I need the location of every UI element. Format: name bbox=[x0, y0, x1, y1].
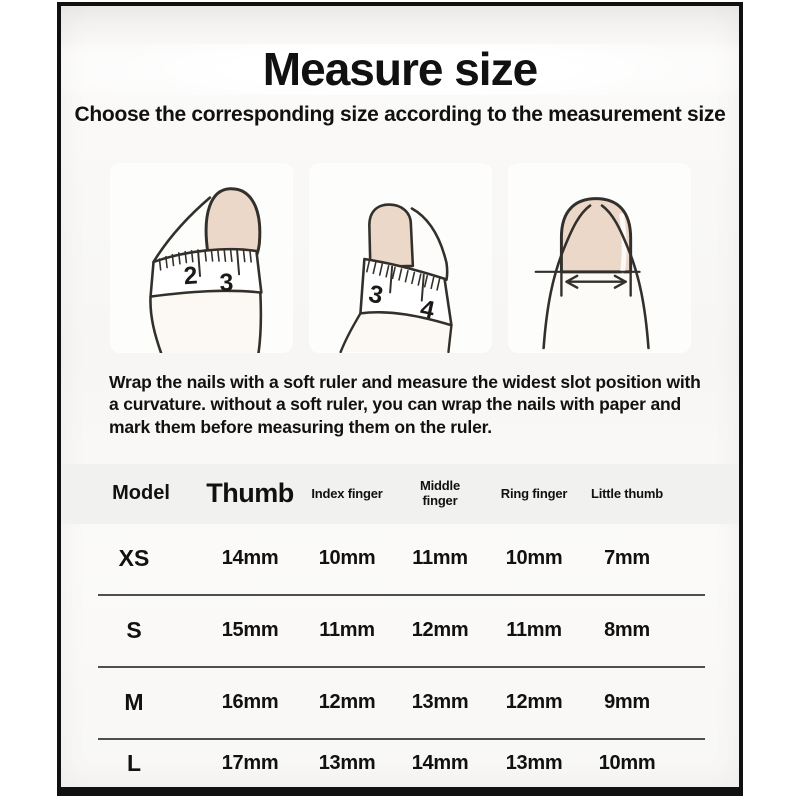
cell-ring: 11mm bbox=[506, 619, 562, 642]
nail-width-arrow-icon bbox=[508, 163, 691, 353]
cell-index: 10mm bbox=[318, 547, 376, 570]
header-ring-finger: Ring finger bbox=[500, 486, 568, 502]
cell-ring: 10mm bbox=[505, 547, 563, 570]
illustration-card-nail-width bbox=[508, 163, 691, 353]
cell-thumb: 16mm bbox=[221, 691, 279, 714]
table-row-m bbox=[61, 668, 739, 738]
cell-little: 8mm bbox=[604, 619, 650, 642]
cell-index: 11mm bbox=[319, 619, 375, 642]
size-table bbox=[61, 464, 739, 788]
table-row-xs bbox=[61, 524, 739, 594]
table-row-l bbox=[61, 740, 739, 788]
cell-thumb: 15mm bbox=[221, 619, 279, 642]
cell-thumb: 14mm bbox=[221, 547, 279, 570]
cell-index: 13mm bbox=[318, 752, 376, 775]
cell-thumb: 17mm bbox=[221, 752, 279, 775]
table-row-s bbox=[61, 596, 739, 666]
cell-ring: 13mm bbox=[505, 752, 563, 775]
header-thumb: Thumb bbox=[206, 478, 294, 509]
ruler-number: 2 bbox=[182, 262, 198, 290]
header-middle-finger: Middle finger bbox=[420, 478, 460, 508]
header-index-finger: Index finger bbox=[311, 486, 383, 502]
row-label: S bbox=[126, 617, 142, 644]
row-label: L bbox=[126, 750, 142, 777]
row-label: M bbox=[124, 689, 144, 716]
cell-middle: 11mm bbox=[412, 547, 468, 570]
page-subtitle: Choose the corresponding size according to the measurement size bbox=[74, 102, 726, 126]
ruler-number: 4 bbox=[417, 295, 437, 325]
header-model: Model bbox=[112, 482, 170, 505]
table-header-row bbox=[61, 464, 739, 524]
instructions-text: Wrap the nails with a soft ruler and measure the widest slot position with a curvature. without a soft ruler, you can wrap the nails with paper and mark them before measuring them on the ruler. bbox=[109, 371, 701, 437]
cell-middle: 13mm bbox=[411, 691, 469, 714]
illustration-card-tape-23 bbox=[110, 163, 293, 353]
measure-size-card bbox=[57, 2, 743, 796]
ruler-number: 3 bbox=[218, 269, 234, 297]
cell-middle: 12mm bbox=[411, 619, 469, 642]
illustration-card-tape-34 bbox=[309, 163, 492, 353]
cell-ring: 12mm bbox=[505, 691, 563, 714]
page-title: Measure size bbox=[61, 44, 739, 95]
finger-tape-3-4-icon bbox=[309, 163, 492, 353]
cell-middle: 14mm bbox=[411, 752, 469, 775]
header-little-thumb: Little thumb bbox=[591, 486, 663, 502]
cell-little: 10mm bbox=[598, 752, 656, 775]
finger-tape-2-3-icon bbox=[110, 163, 293, 353]
row-label: XS bbox=[118, 545, 150, 572]
ruler-number: 3 bbox=[365, 280, 385, 310]
cell-little: 9mm bbox=[604, 691, 650, 714]
cell-little: 7mm bbox=[604, 547, 650, 570]
cell-index: 12mm bbox=[318, 691, 376, 714]
illustrations-row bbox=[61, 163, 739, 353]
